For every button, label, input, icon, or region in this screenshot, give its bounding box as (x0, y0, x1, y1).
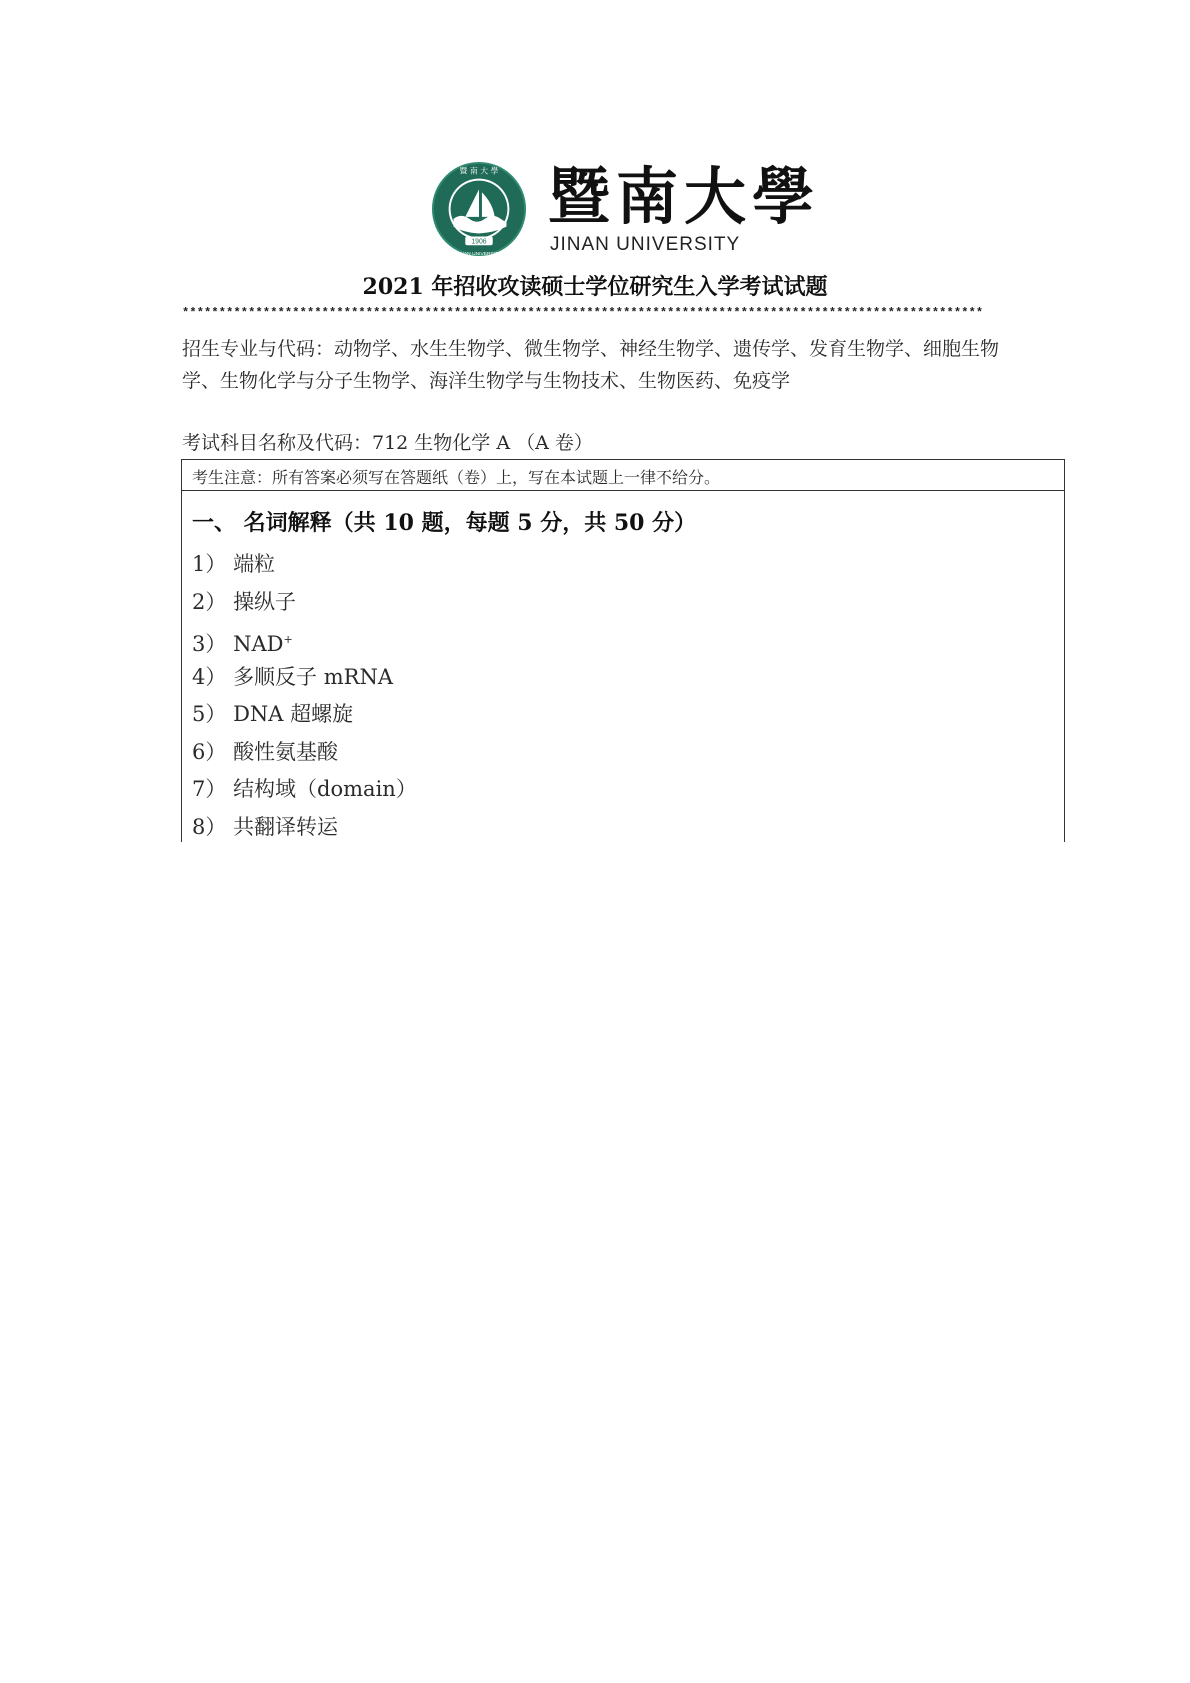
question-text: 多顺反子 mRNA (233, 664, 394, 689)
seal-top-text: 暨 南 大 學 (459, 166, 499, 176)
university-seal-icon (430, 160, 528, 258)
superscript-plus: + (283, 633, 293, 646)
section-heading: 一、 名词解释（共 10 题，每题 5 分，共 50 分） (192, 510, 697, 536)
list-item (192, 771, 417, 809)
question-number: 5） (192, 702, 227, 726)
question-number: 1） (192, 552, 227, 576)
list-item (192, 696, 417, 734)
question-text: 结构域（domain） (233, 777, 417, 801)
question-text: NAD (233, 632, 284, 656)
notice-box (181, 459, 1065, 491)
question-number: 2） (192, 589, 227, 614)
question-number: 7） (192, 777, 227, 801)
question-text: 酸性氨基酸 (233, 739, 339, 764)
list-item (192, 659, 417, 697)
notice-text: 考生注意：所有答案必须写在答题纸（卷）上，写在本试题上一律不给分。 (192, 468, 721, 487)
question-text: 共翻译转运 (233, 814, 339, 839)
question-number: 6） (192, 739, 227, 764)
subject-line: 考试科目名称及代码：712 生物化学 A （A 卷） (182, 432, 593, 454)
question-number: 8） (192, 814, 227, 839)
university-name-en: JINAN UNIVERSITY (550, 234, 741, 255)
list-item (192, 546, 417, 584)
question-number: 4） (192, 664, 227, 689)
question-list (192, 546, 417, 846)
exam-title: 2021 年招收攻读硕士学位研究生入学考试试题 (362, 274, 828, 300)
university-logo (430, 160, 821, 260)
university-name-cn: 暨南大學 (548, 160, 821, 233)
question-number: 3） (192, 632, 227, 656)
separator-stars: ************************************************************************************************************* (182, 306, 984, 320)
question-text: 操纵子 (233, 589, 297, 614)
seal-bottom-text: JINAN UNIVERSITY (456, 252, 502, 258)
seal-year: 1906 (471, 238, 487, 246)
question-text: DNA 超螺旋 (233, 702, 354, 726)
question-text: 端粒 (233, 552, 276, 576)
list-item (192, 584, 417, 622)
list-item (192, 621, 417, 659)
majors-text: 招生专业与代码：动物学、水生生物学、微生物学、神经生物学、遗传学、发育生物学、细胞生物学、生物化学与分子生物学、海洋生物学与生物技术、生物医药、免疫学 (182, 338, 1000, 392)
list-item (192, 809, 417, 847)
list-item (192, 734, 417, 772)
questions-box (181, 490, 1065, 842)
